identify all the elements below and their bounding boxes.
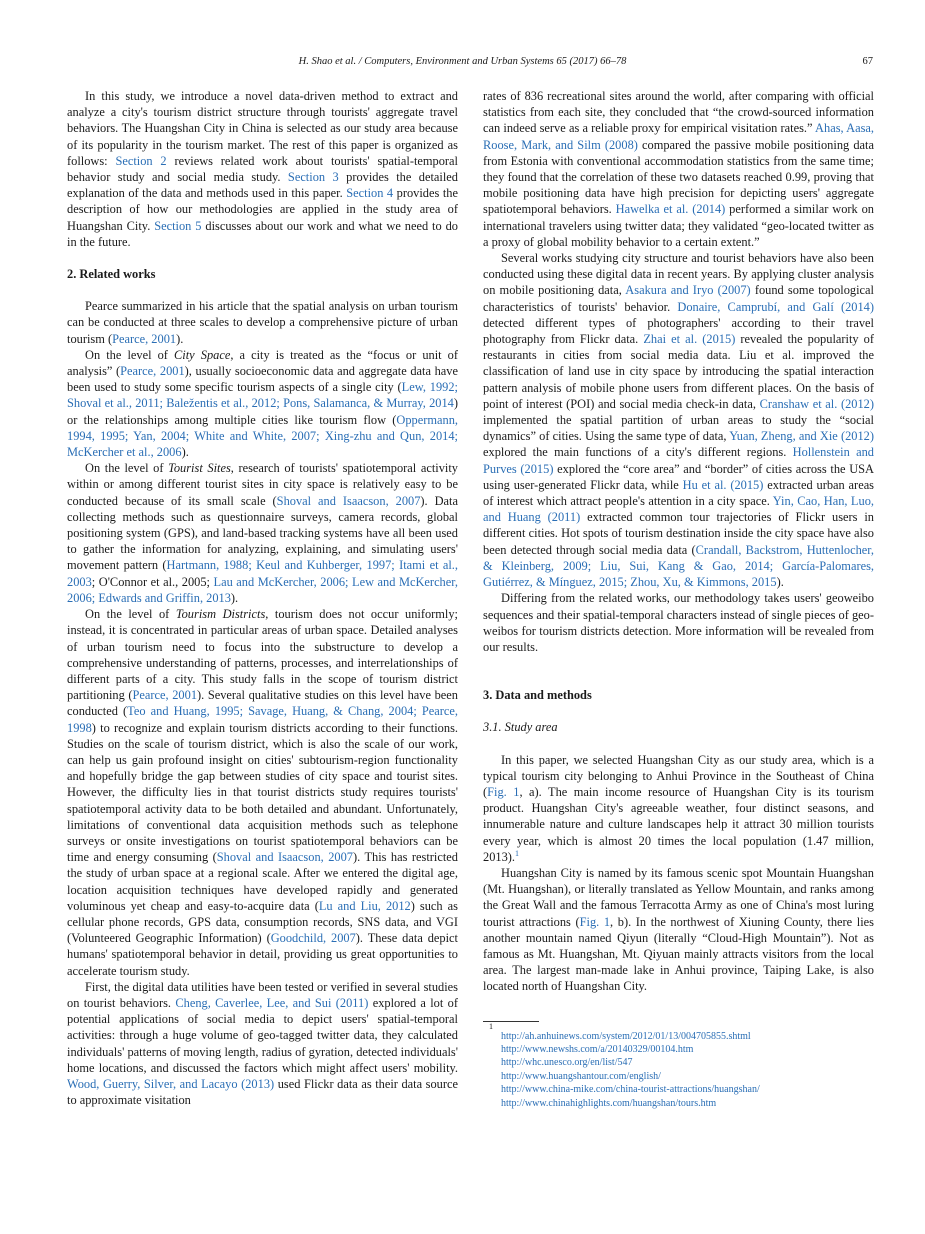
- citation-link[interactable]: Pearce, 2001: [132, 688, 198, 703]
- citation-link[interactable]: Pearce, 2001: [112, 331, 177, 346]
- section-5-link[interactable]: Section 5: [154, 218, 202, 233]
- page-number: 67: [862, 56, 873, 67]
- footnote-url[interactable]: http://www.newshs.com/a/20140329/00104.htm: [501, 1043, 694, 1055]
- journal-citation: H. Shao et al. / Computers, Environment and Urban Systems 65 (2017) 66–78: [298, 56, 627, 67]
- citation-link[interactable]: Teo and Huang, 1995; Savage, Huang, & Chang, 2004; Pearce, 1998: [67, 704, 458, 735]
- citation-link[interactable]: Shoval and Isaacson, 2007: [216, 850, 353, 865]
- footnote: 1 http://ah.anhuinews.com/system/2012/01/13/004705855.shtml http://www.newshs.com/a/20140329/00104.htm http://whc.unesco.org/en/list/547 http://www.huangshantour.com/english/ http://www.china-mike.com/china-tourist-attractions/huangshan/ http://www.chinahighlights.com/huangshan/tours.htm: [483, 1030, 874, 1110]
- header-authors: H. Shao et al.: [298, 56, 357, 67]
- footnote-url[interactable]: http://whc.unesco.org/en/list/547: [501, 1057, 633, 1069]
- related-paragraph-digital-data: First, the digital data utilities have been tested or verified in several studies on tourist behaviors. Cheng, Caverlee, Lee, and Sui (2011) explored a lot of potential applications of social media to depict users' spatial-temporal activities: through a huge volume of geo-tagged twitter data, they calculated individuals' patterns of moving length, radius of gyration, detected individuals' home locations, and discussed the factors which might affect users' mobility. Wood, Guerry, Silver, and Lacayo (2013) used Flickr data as their data source to approximate visitation: [67, 979, 458, 1108]
- right-column: [483, 88, 874, 1110]
- figure-link[interactable]: Fig. 1: [487, 784, 520, 799]
- citation-link[interactable]: Oppermann, 1994, 1995; Yan, 2004; White and White, 2007; Xing-zhu and Qun, 2014; McKercher et al., 2006: [67, 412, 458, 460]
- footnote-url[interactable]: http://www.huangshantour.com/english/: [501, 1070, 661, 1082]
- citation-link[interactable]: Hollenstein and Purves (2015): [483, 445, 874, 476]
- citation-link[interactable]: Lew, 1992; Shoval et al., 2011; Baležentis et al., 2012; Pons, Salamanca, & Murray, 2014: [67, 380, 458, 411]
- continued-paragraph: rates of 836 recreational sites around the world, after comparing with official statistics from each site, they concluded that “the crowd-sourced information can indeed serve as a reliable proxy for empirical visitation rates.” Ahas, Aasa, Roose, Mark, and Silm (2008) compared the passive mobile positioning data from Estonia with conventional accommodation statistics from the same time; they found that the correlation of these two datasets reached 0.99, proving that mobile positioning data have high precision for depicting users' aggregate spatiotemporal behaviors. Hawelka et al. (2014) performed a similar work on international travelers using twitter data; they validated “geo-located twitter as a proxy of global mobility behavior to a certain extent.”: [483, 89, 874, 249]
- header-journal: Computers, Environment and Urban Systems 65 (2017) 66–78: [364, 56, 627, 67]
- left-column: [67, 88, 458, 1108]
- citation-link[interactable]: Asakura and Iryo (2007): [625, 283, 751, 298]
- citation-link[interactable]: Yuan, Zheng, and Xie (2012): [729, 429, 875, 444]
- citation-link[interactable]: Zhai et al. (2015): [643, 332, 736, 347]
- citation-link[interactable]: Lau and McKercher, 2006; Lew and McKercher, 2006; Edwards and Griffin, 2013: [67, 574, 458, 605]
- citation-link[interactable]: Donaire, Camprubí, and Galí (2014): [677, 299, 874, 314]
- related-paragraph-tourist-sites: On the level of Tourist Sites, research of tourists' spatiotemporal activity within or among different tourist sites in city space is relatively easy to be conducted because of its small scale (Shoval and Isaacson, 2007). Data collecting methods such as questionnaire surveys, camera records, global positioning system (GPS), and land-based tracking systems have all been used to gather the information for analyzing, explaining, and simulating users' movement pattern (Hartmann, 1988; Keul and Kuhberger, 1997; Itami et al., 2003; O'Connor et al., 2005; Lau and McKercher, 2006; Lew and McKercher, 2006; Edwards and Griffin, 2013).: [67, 461, 459, 605]
- citation-link[interactable]: Ahas, Aasa, Roose, Mark, and Silm (2008): [483, 121, 874, 152]
- section-2-link[interactable]: Section 2: [115, 153, 167, 168]
- related-paragraph-city-space: On the level of City Space, a city is treated as the “focus or unit of analysis” (Pearce, 2001), usually socioeconomic data and aggregate data have been used to study some specific tourism aspects of a single city (Lew, 1992; Shoval et al., 2011; Baležentis et al., 2012; Pons, Salamanca, & Murray, 2014) or the relationships among multiple cities like tourism flow (Oppermann, 1994, 1995; Yan, 2004; White and White, 2007; Xing-zhu and Qun, 2014; McKercher et al., 2006).: [67, 347, 459, 460]
- citation-link[interactable]: Cheng, Caverlee, Lee, and Sui (2011): [175, 995, 369, 1010]
- figure-link[interactable]: Fig. 1: [579, 914, 611, 929]
- footnote-url[interactable]: http://www.china-mike.com/china-tourist-attractions/huangshan/: [501, 1084, 760, 1096]
- study-area-paragraph: In this paper, we selected Huangshan City as our study area, which is a typical tourism city belonging to Anhui Province in the Southeast of China (Fig. 1, a). The main income resource of Huangshan City is its tourism product. Huangshan City's agreeable weather, four distinct seasons, and innumerable nature and culture landscapes help it attract 30 million tourists every year, which is almost 20 times the local population (1.47 million, 2013).$^1$: [483, 752, 875, 864]
- running-header: [0, 56, 925, 72]
- heading-study-area: 3.1. Study area: [483, 720, 558, 735]
- footnote-url[interactable]: http://ah.anhuinews.com/system/2012/01/13/004705855.shtml: [501, 1030, 751, 1042]
- citation-link[interactable]: Pearce, 2001: [120, 364, 185, 379]
- citation-link[interactable]: Shoval and Isaacson, 2007: [276, 493, 421, 508]
- footnote-ref[interactable]: 1: [515, 848, 520, 858]
- footnote-url[interactable]: http://www.chinahighlights.com/huangshan/tours.htm: [501, 1097, 717, 1109]
- heading-related-works: 2. Related works: [67, 267, 156, 282]
- related-paragraph-tourism-districts: On the level of Tourism Districts, tourism does not occur uniformly; instead, it is concentrated in particular areas of urban space. Detailed analyses of urban tourism need to focus into the substructure to develop a comprehensive understanding of patterns, processes, and interrelationships of different parts of a city. This study falls in the scope of tourism district partitioning (Pearce, 2001). Several qualitative studies on this level have been conducted (Teo and Huang, 1995; Savage, Huang, & Chang, 2004; Pearce, 1998) to recognize and explain tourism districts according to their functions. Studies on the scale of tourism district, which is also the scale of our work, can help us gain profound insight on cities' subtourism-region functionality and hopefully bridge the gap between studies of city space and tourist sites. However, the difficulty lies in that tourist districts study requires tourists' spatiotemporal activity data to be both detailed and abundant. Unfortunately, limitations of conventional data acquisition methods such as telephone surveys or onsite investigations on tourist spatiotemporal behaviors can be time and energy consuming (Shoval and Isaacson, 2007). This has restricted the study of urban space at a regional scale. After we entered the digital age, location acquisition techniques have developed rapidly and generated voluminous yet cheap and easy-to-acquire data (Lu and Liu, 2012) such as cellular phone records, GPS data, consumption records, SNS data, and VGI (Volunteered Geographic Information) (Goodchild, 2007). These data depict humans' spatiotemporal behavior in detail, providing us great opportunities to accelerate tourism study.: [67, 607, 459, 978]
- heading-data-methods: 3. Data and methods: [483, 688, 592, 703]
- intro-paragraph: In this study, we introduce a novel data-driven method to extract and analyze a city's tourism district structure through tourists' aggregate travel behaviors. The Huangshan City in China is selected as our study area because of its popularity in the tourism market. The rest of this paper is organized as follows: Section 2 reviews related work about tourists' spatial-temporal behavior study and social media study. Section 3 provides the detailed explanation of the data and methods used in this paper. Section 4 provides the description of how our methodologies are applied in the study area of Huangshan City. Section 5 discusses about our work and what we need to do in the future.: [67, 89, 458, 249]
- citation-link[interactable]: Goodchild, 2007: [270, 931, 356, 946]
- citation-link[interactable]: Yin, Cao, Han, Luo, and Huang (2011): [483, 494, 874, 525]
- citation-link[interactable]: Wood, Guerry, Silver, and Lacayo (2013): [67, 1076, 275, 1091]
- city-structure-paragraph: Several works studying city structure and tourist behaviors have also been conducted using these digital data in recent years. By applying cluster analysis on mobile positioning data, Asakura and Iryo (2007) found some topological characteristics of tourists' behavior. Donaire, Camprubí, and Galí (2014) detected different types of photographers' according to their travel photography from Flickr data. Zhai et al. (2015) revealed the popularity of restaurants in cities from social media data. Liu et al. improved the classification of land use in city space by introducing the spatial interaction pattern analysis of mobile phone users from different places. On the basis of point of interest (POI) and social media check-in data, Cranshaw et al. (2012) implemented the spatial partition of urban areas to study the “social dynamics” of cities. Using the same type of data, Yuan, Zheng, and Xie (2012) explored the main functions of a city's different regions. Hollenstein and Purves (2015) explored the “core area” and “border” of cities across the USA using user-generated Flickr data, while Hu et al. (2015) extracted urban areas of interest which attract people's attention in a city space. Yin, Cao, Han, Luo, and Huang (2011) extracted common tour trajectories of Flickr users in different cities. Hot spots of tourism destination inside the city space have also been detected through social media data (Crandall, Backstrom, Huttenlocher, & Kleinberg, 2009; Liu, Sui, Kang & Gao, 2014; García-Palomares, Gutiérrez, & Mínguez, 2015; Zhou, Xu, & Kimmons, 2015).: [483, 251, 875, 590]
- citation-link[interactable]: Crandall, Backstrom, Huttenlocher, & Kleinberg, 2009; Liu, Sui, Kang & Gao, 2014; García-Palomares, Gutiérrez, & Mínguez, 2015; Zhou, Xu, & Kimmons, 2015: [483, 542, 875, 590]
- related-paragraph-1: Pearce summarized in his article that the spatial analysis on urban tourism can be conducted at three scales to develop a comprehensive picture of urban tourism (Pearce, 2001).: [67, 299, 458, 346]
- citation-link[interactable]: Cranshaw et al. (2012): [759, 396, 874, 411]
- differing-paragraph: Differing from the related works, our methodology takes users' geoweibo sequences and their spatial-temporal characters instead of single pieces of geo-weibos for tourism districts detection. More information will be revealed from our results.: [483, 591, 874, 654]
- citation-link[interactable]: Hawelka et al. (2014): [615, 202, 726, 217]
- huangshan-paragraph: Huangshan City is named by its famous scenic spot Mountain Huangshan (Mt. Huangshan), or literally translated as Yellow Mountain, and ranks among the Great Wall and the famous Terracotta Army as one of China's most luring tourist attractions (Fig. 1, b). In the northwest of Xiuning County, there lies another mountain named Qiyun (literally “Cloud-High Mountain”). Not as famous as Mt. Huangshan, Mt. Qiyuan mainly attracts visitors from the local area. The largest man-made lake in Anhui province, Taiping Lake, is also located north of Huangshan City.: [483, 865, 874, 994]
- citation-link[interactable]: Lu and Liu, 2012: [318, 898, 411, 913]
- citation-link[interactable]: Hu et al. (2015): [682, 477, 764, 492]
- citation-link[interactable]: Hartmann, 1988; Keul and Kuhberger, 1997; Itami et al., 2003: [67, 558, 459, 589]
- section-4-link[interactable]: Section 4: [346, 186, 394, 201]
- section-3-link[interactable]: Section 3: [287, 170, 339, 185]
